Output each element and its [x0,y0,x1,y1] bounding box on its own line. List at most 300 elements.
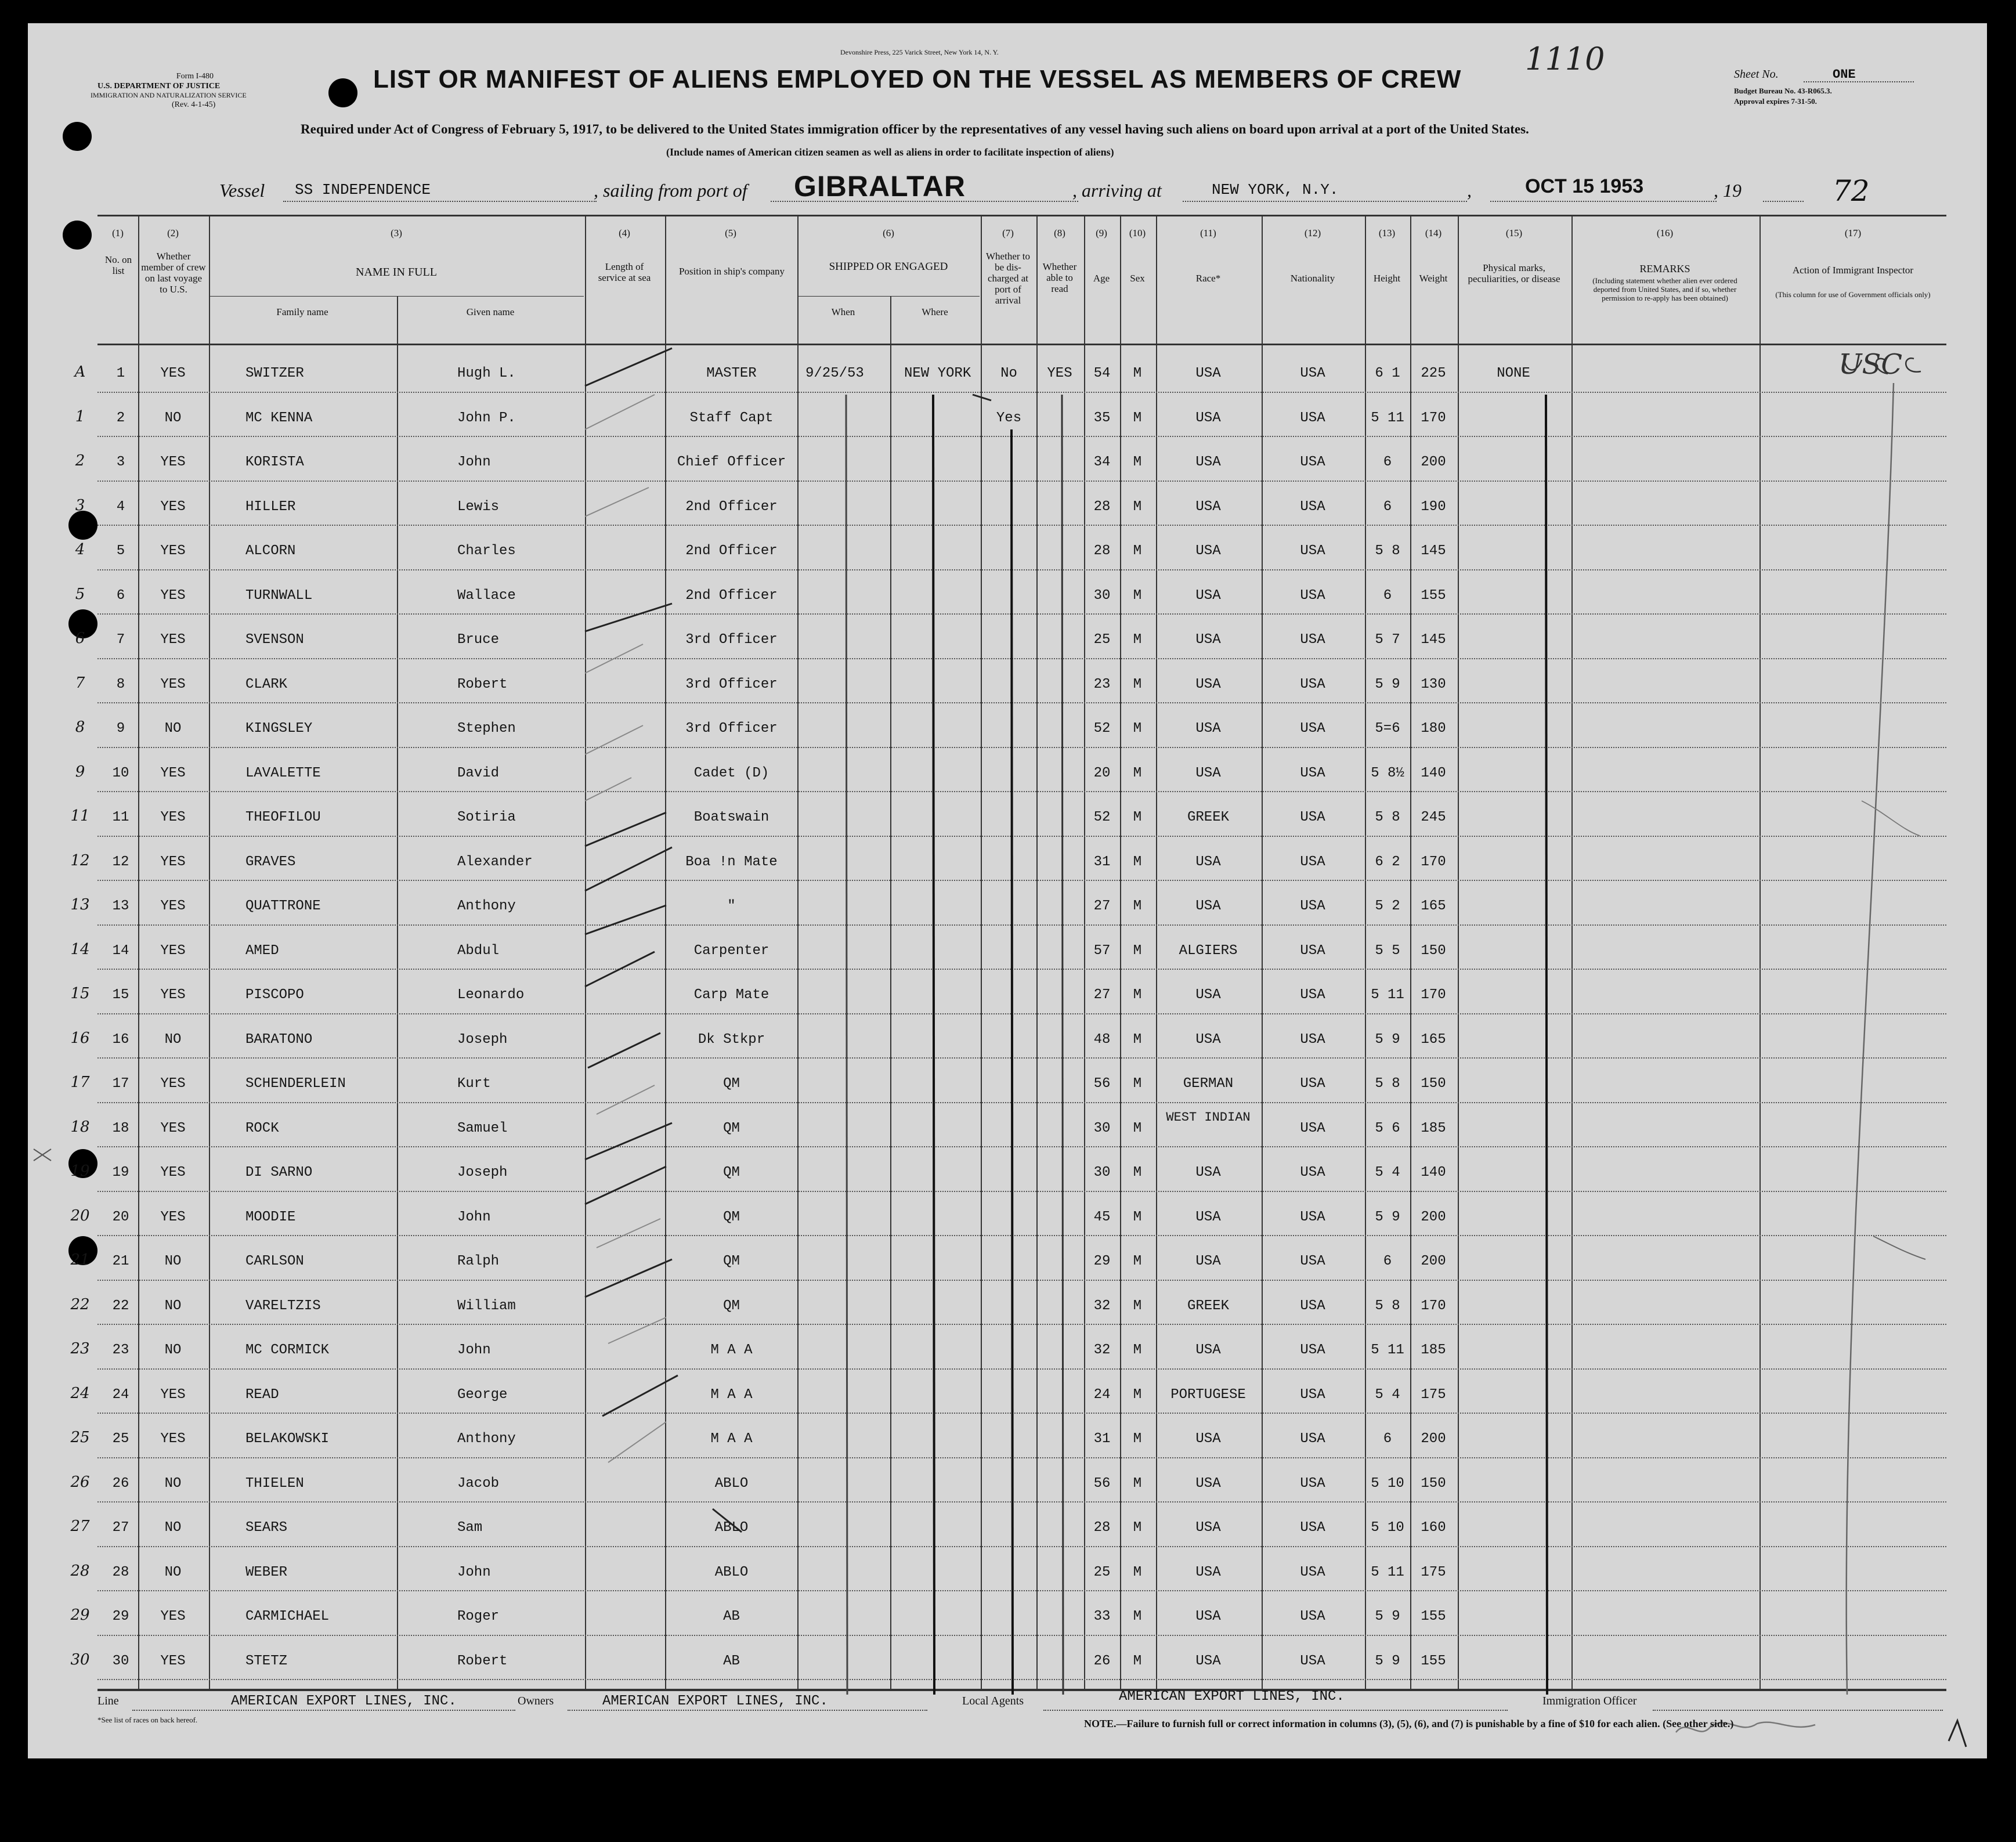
cell-age: 28 [1093,543,1111,559]
family-name-header: Family name [276,306,328,317]
cell-height: 5 9 [1375,1653,1400,1669]
cell-given: John P. [457,410,516,426]
cell-last: YES [160,1076,186,1092]
cell-race: USA [1195,410,1221,426]
cell-race: USA [1195,632,1221,648]
cell-given: Joseph [457,1031,508,1048]
cell-nat: USA [1300,1431,1325,1447]
cell-family: AMED [245,942,279,959]
cell-family: READ [245,1386,279,1403]
owners-label: Owners [518,1695,554,1707]
cell-age: 20 [1093,765,1111,781]
cell-no: 28 [112,1564,129,1580]
margin-line-number: 17 [70,1074,90,1091]
cell-race: USA [1195,987,1221,1003]
cell-family: CARLSON [245,1254,304,1269]
cell-sex: M [1133,587,1142,604]
cell-last: NO [164,1254,182,1269]
page-title: LIST OR MANIFEST OF ALIENS EMPLOYED ON THE VESSEL AS MEMBERS OF CREW [373,65,1462,93]
cell-race: USA [1195,1475,1221,1491]
arrival-port: NEW YORK, N.Y. [1212,181,1339,198]
margin-line-number: 11 [70,807,90,825]
cell-last: YES [160,854,186,870]
cell-pos: ABLO [714,1475,749,1491]
cell-family: SCHENDERLEIN [245,1076,346,1092]
col1-number: (1) [112,227,124,239]
vessel-label: Vessel [219,180,265,201]
cell-no: 27 [112,1520,129,1536]
races-note: *See list of races on back hereof. [97,1715,198,1724]
cell-weight: 150 [1421,1475,1446,1491]
cell-nat: USA [1300,499,1325,515]
cell-pos: QM [723,1209,740,1225]
cell-height: 5 4 [1375,1165,1400,1180]
cell-weight: 185 [1421,1342,1446,1358]
cell-family: VARELTZIS [245,1298,321,1314]
cell-sex: M [1133,1031,1142,1048]
margin-line-number: 15 [70,985,90,1002]
margin-line-number: 27 [70,1518,90,1535]
cell-weight: 190 [1421,499,1446,515]
margin-line-number: 5 [75,585,85,603]
cell-last: YES [160,898,186,914]
cell-given: Robert [457,676,508,692]
cell-weight: 175 [1421,1564,1446,1580]
where-header: Where [922,306,948,317]
cell-race: USA [1195,1254,1221,1269]
cell-age: 52 [1093,810,1111,825]
cell-given: Bruce [457,632,500,648]
cell-height: 5 11 [1371,987,1404,1003]
cell-sex: M [1133,1520,1142,1536]
cell-given: Sam [457,1520,483,1536]
cell-nat: USA [1300,1653,1325,1669]
cell-last: YES [160,1386,186,1403]
cell-last: YES [160,587,186,604]
cell-weight: 140 [1421,1165,1446,1180]
cell-given: Lewis [457,499,500,515]
cell-family: MC KENNA [245,410,313,426]
cell-race: USA [1195,1564,1221,1580]
cell-age: 35 [1093,410,1111,426]
col4-header: Length of service at sea [598,261,651,283]
cell-height: 6 [1383,454,1392,470]
cell-race: USA [1195,765,1221,781]
cell-last: NO [164,1475,182,1491]
cell-nat: USA [1300,587,1325,604]
cell-pos: QM [723,1076,740,1092]
col16-number: (16) [1656,227,1674,239]
cell-no: 12 [112,854,129,870]
cell-age: 24 [1093,1386,1111,1403]
margin-line-number: 2 [75,452,85,469]
cell-family: KORISTA [245,454,304,470]
cell-sex: M [1133,721,1142,736]
cell-sex: M [1133,942,1142,959]
cell-weight: 170 [1421,987,1446,1003]
cell-no: 15 [112,987,129,1003]
cell-family: ALCORN [245,543,296,559]
col13-header: Height [1373,273,1401,284]
cell-given: George [457,1386,508,1403]
cell-height: 5 8 [1375,810,1400,825]
col11-number: (11) [1200,227,1216,239]
cell-age: 33 [1093,1609,1111,1624]
cell-pos: " [727,898,736,914]
cell-race: USA [1195,1031,1221,1048]
col14-header: Weight [1419,273,1448,284]
cell-race: USA [1195,1653,1221,1669]
col13-number: (13) [1378,227,1396,239]
cell-weight: 145 [1421,543,1446,559]
col7-header: Whether to be dis-charged at port of arrival [986,251,1030,306]
cell-no: 4 [116,499,125,515]
cell-height: 6 [1383,1254,1392,1269]
cell-sex: M [1133,1386,1142,1403]
cell-family: HILLER [245,499,296,515]
cell-nat: USA [1300,765,1325,781]
cell-no: 17 [112,1076,129,1092]
cell-weight: 170 [1421,1298,1446,1314]
cell-race: USA [1195,499,1221,515]
cell-weight: 130 [1421,676,1446,692]
cell-weight: 165 [1421,898,1446,914]
cell-given: Jacob [457,1475,500,1491]
departure-port: GIBRALTAR [794,170,966,203]
cell-no: 22 [112,1298,129,1314]
cell-family: STETZ [245,1653,288,1669]
cell-pos: QM [723,1120,740,1136]
cell-pos: Staff Capt [689,410,774,426]
cell-race: USA [1195,454,1221,470]
col11-header: Race* [1195,273,1221,284]
statute-text: Required under Act of Congress of February 5, 1917, to be delivered to the United States immigration officer by the representatives of any vessel having such aliens on board upon arrival at a port of the United States. [301,122,1529,136]
cell-pos: 3rd Officer [685,632,778,648]
cell-height: 6 [1383,1431,1392,1447]
cell-where: NEW YORK [904,366,971,381]
cell-age: 32 [1093,1298,1111,1314]
cell-weight: 200 [1421,454,1446,470]
cell-family: CARMICHAEL [245,1609,330,1624]
col9-header: Age [1093,273,1110,284]
cell-given: Alexander [457,854,533,870]
cell-last: NO [164,1520,182,1536]
cell-sex: M [1133,632,1142,648]
sheet-label: Sheet No. [1734,68,1779,81]
cell-last: YES [160,1209,186,1225]
cell-height: 5 11 [1371,410,1404,426]
cell-pos: AB [723,1653,740,1669]
cell-race: GREEK [1187,1298,1229,1314]
col9-number: (9) [1096,227,1107,239]
cell-given: Abdul [457,942,500,959]
cell-sex: M [1133,765,1142,781]
col16-header: REMARKS [1639,263,1690,275]
cell-last: YES [160,366,186,381]
cell-race: USA [1195,854,1221,870]
cell-height: 5 2 [1375,898,1400,914]
cell-pos: 2nd Officer [685,543,778,559]
cell-no: 16 [112,1031,129,1048]
line-value: AMERICAN EXPORT LINES, INC. [231,1693,457,1709]
margin-line-number: 30 [70,1650,90,1668]
margin-line-number: 18 [70,1118,90,1136]
margin-line-number: 19 [70,1162,90,1180]
cell-age: 56 [1093,1076,1111,1092]
cell-age: 25 [1093,632,1111,648]
cell-last: YES [160,765,186,781]
cell-weight: 165 [1421,1031,1446,1048]
department-name: U.S. DEPARTMENT OF JUSTICE [97,82,221,91]
cell-age: 45 [1093,1209,1111,1225]
cell-pos: Carpenter [693,942,769,959]
cell-no: 25 [112,1431,129,1447]
cell-weight: 150 [1421,942,1446,959]
cell-pos: 3rd Officer [685,676,778,692]
cell-last: YES [160,810,186,825]
cell-given: John [457,1342,491,1358]
margin-line-number: 25 [70,1429,90,1446]
margin-line-number: 14 [70,940,90,958]
margin-line-number: 12 [70,851,90,869]
col12-number: (12) [1304,227,1321,239]
cell-family: TURNWALL [245,587,313,604]
budget-bureau: Budget Bureau No. 43-R065.3. [1734,86,1832,95]
cell-weight: 155 [1421,587,1446,604]
cell-height: 6 1 [1375,366,1400,381]
cell-family: MOODIE [245,1209,296,1225]
cell-no: 13 [112,898,129,914]
cell-weight: 150 [1421,1076,1446,1092]
cell-sex: M [1133,1209,1142,1225]
cell-no: 21 [112,1254,129,1269]
cell-nat: USA [1300,1342,1325,1358]
cell-weight: 200 [1421,1431,1446,1447]
cell-sex: M [1133,366,1142,381]
cell-nat: USA [1300,942,1325,959]
cell-race: USA [1195,898,1221,914]
sheet-number: ONE [1833,67,1856,82]
cell-height: 5 10 [1371,1520,1404,1536]
cell-height: 5 11 [1371,1564,1404,1580]
col7-number: (7) [1002,227,1014,239]
cell-nat: USA [1300,632,1325,648]
margin-line-number: 9 [75,763,85,781]
agents-label: Local Agents [962,1695,1024,1707]
cell-last: YES [160,1653,186,1669]
cell-sex: M [1133,810,1142,825]
cell-height: 5 4 [1375,1386,1400,1403]
cell-family: THEOFILOU [245,810,321,825]
cell-given: David [457,765,500,781]
cell-nat: USA [1300,1520,1325,1536]
cell-family: KINGSLEY [245,721,313,736]
cell-sex: M [1133,543,1142,559]
cell-nat: USA [1300,1475,1325,1491]
cell-age: 30 [1093,587,1111,604]
cell-age: 57 [1093,942,1111,959]
cell-race: WEST INDIAN [1166,1110,1251,1125]
cell-pos: QM [723,1254,740,1269]
cell-no: 26 [112,1475,129,1491]
cell-pos: AB [723,1609,740,1624]
cell-sex: M [1133,1653,1142,1669]
cell-height: 5 8½ [1371,765,1404,781]
cell-given: Leonardo [457,987,525,1003]
inspector-vertical-stroke [1847,383,1894,1695]
margin-line-number: 21 [70,1251,90,1269]
service-name: IMMIGRATION AND NATURALIZATION SERVICE [91,91,247,99]
cell-height: 5 8 [1375,1076,1400,1092]
cell-sex: M [1133,898,1142,914]
cell-race: USA [1195,1431,1221,1447]
col17-number: (17) [1844,227,1862,239]
cell-no: 6 [116,587,125,604]
cell-height: 6 [1383,587,1392,604]
cell-family: SEARS [245,1520,288,1536]
cell-sex: M [1133,499,1142,515]
cell-height: 5 9 [1375,676,1400,692]
sailing-label: , sailing from port of [594,180,747,201]
cell-nat: USA [1300,543,1325,559]
approval-expiry: Approval expires 7-31-50. [1734,97,1817,106]
cell-pos: Chief Officer [677,454,786,470]
col5-header: Position in ship's company [678,266,785,277]
agents-value: AMERICAN EXPORT LINES, INC. [1119,1689,1345,1704]
cell-pos: ABLO [714,1520,749,1536]
when-header: When [831,306,855,317]
cell-nat: USA [1300,898,1325,914]
owners-value: AMERICAN EXPORT LINES, INC. [602,1693,828,1709]
cell-height: 5=6 [1375,721,1400,736]
cell-nat: USA [1300,854,1325,870]
cell-race: USA [1195,587,1221,604]
cell-weight: 140 [1421,765,1446,781]
cell-nat: USA [1300,1386,1325,1403]
col3-number: (3) [391,227,402,239]
col3-header: NAME IN FULL [356,266,437,279]
cell-no: 10 [112,765,129,781]
col16-subheader: (Including statement whether alien ever ordered deported from United States, and if so, whether permission to re-apply has been obtained) [1592,276,1737,302]
margin-line-number: 22 [70,1295,90,1313]
cell-nat: USA [1300,1165,1325,1180]
cell-sex: M [1133,1076,1142,1092]
cell-age: 26 [1093,1653,1111,1669]
cell-family: DI SARNO [245,1165,313,1180]
cell-nat: USA [1300,1120,1325,1136]
cell-given: Roger [457,1609,500,1624]
col8-header: Whether able to read [1042,261,1077,294]
col2-header: Whether member of crew on last voyage to U.S. [141,251,206,295]
col6-number: (6) [883,227,894,239]
cell-sex: M [1133,1254,1142,1269]
cell-sex: M [1133,1431,1142,1447]
cell-family: ROCK [245,1120,279,1136]
cell-last: YES [160,543,186,559]
cell-race: USA [1195,1342,1221,1358]
cell-no: 5 [116,543,125,559]
cell-given: Ralph [457,1254,500,1269]
cell-age: 25 [1093,1564,1111,1580]
cell-given: Wallace [457,587,516,604]
cell-age: 52 [1093,721,1111,736]
cell-no: 30 [112,1653,129,1669]
cell-given: Charles [457,543,516,559]
given-name-header: Given name [466,306,515,317]
cell-age: 27 [1093,898,1111,914]
cell-given: Sotiria [457,810,516,825]
cell-last: NO [164,1031,182,1048]
margin-line-number: 23 [70,1340,90,1357]
cell-weight: 170 [1421,854,1446,870]
cell-height: 5 9 [1375,1031,1400,1048]
margin-line-number: 29 [70,1606,90,1624]
cell-pos: M A A [710,1342,753,1358]
margin-line-number: 20 [70,1207,90,1225]
cell-age: 32 [1093,1342,1111,1358]
cell-family: SWITZER [245,366,304,381]
cell-sex: M [1133,987,1142,1003]
cell-nat: USA [1300,454,1325,470]
cell-sex: M [1133,1342,1142,1358]
cell-last: YES [160,632,186,648]
cell-age: 29 [1093,1254,1111,1269]
cell-sex: M [1133,1609,1142,1624]
cell-last: YES [160,676,186,692]
cell-weight: 155 [1421,1653,1446,1669]
cell-sex: M [1133,1165,1142,1180]
cell-last: NO [164,1298,182,1314]
cell-last: YES [160,1609,186,1624]
cell-age: 31 [1093,854,1111,870]
cell-pos: M A A [710,1431,753,1447]
cell-sex: M [1133,1475,1142,1491]
margin-line-number: 26 [70,1473,90,1491]
cell-nat: USA [1300,1609,1325,1624]
cell-height: 5 9 [1375,1209,1400,1225]
cell-weight: 155 [1421,1609,1446,1624]
cell-last: NO [164,410,182,426]
cell-age: 28 [1093,1520,1111,1536]
cell-last: YES [160,1120,186,1136]
cell-height: 5 10 [1371,1475,1404,1491]
cell-pos: QM [723,1298,740,1314]
cell-last: YES [160,454,186,470]
margin-line-number: 3 [75,496,85,514]
cell-no: 11 [112,810,129,825]
col17-header: Action of Immigrant Inspector [1792,265,1914,276]
col12-header: Nationality [1290,273,1335,284]
cell-pos: MASTER [706,366,757,381]
col1-header: No. on list [104,254,132,276]
cell-nat: USA [1300,721,1325,736]
cell-no: 20 [112,1209,129,1225]
handwritten-number: 1110 [1525,41,1605,77]
cell-age: 31 [1093,1431,1111,1447]
cell-nat: USA [1300,366,1325,381]
cell-disch: Yes [996,410,1022,426]
cell-family: PISCOPO [245,987,304,1003]
col5-number: (5) [725,227,736,239]
cell-weight: 180 [1421,721,1446,736]
cell-pos: M A A [710,1386,753,1403]
margin-line-number: 16 [70,1029,90,1047]
cell-no: 18 [112,1120,129,1136]
cell-height: 5 9 [1375,1609,1400,1624]
cell-sex: M [1133,410,1142,426]
cell-age: 34 [1093,454,1111,470]
cell-pos: Cadet (D) [693,765,769,781]
